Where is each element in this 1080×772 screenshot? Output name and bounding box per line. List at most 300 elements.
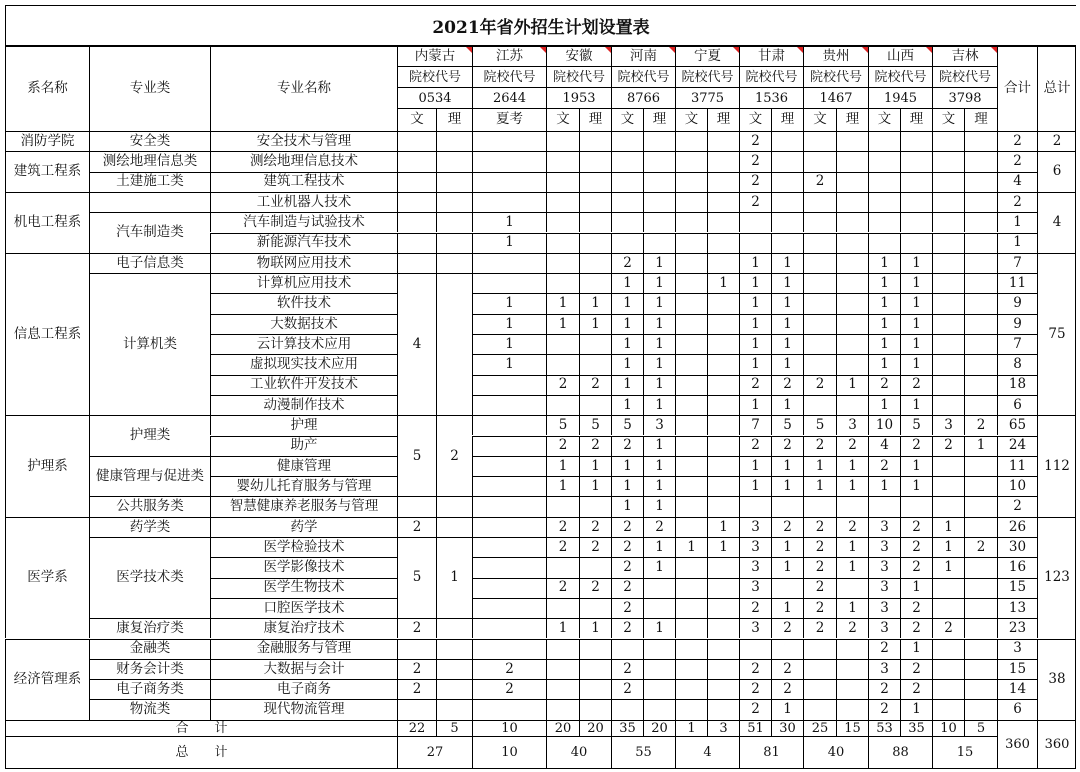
quota-cell [932,659,964,679]
quota-cell: 3 [739,618,771,638]
quota-cell [964,476,997,496]
school-code-label: 院校代号 [675,66,739,87]
column-total: 30 [771,720,803,736]
quota-cell [546,354,579,374]
major-name: 医学影像技术 [210,557,397,577]
quota-cell: 1 [900,395,932,415]
quota-cell: 2 [472,659,546,679]
quota-cell: 2 [546,517,579,537]
quota-cell: 3 [643,415,675,435]
quota-cell: 1 [803,456,836,476]
quota-cell: 1 [739,395,771,415]
quota-cell: 1 [643,436,675,456]
quota-cell [836,679,868,699]
quota-cell [868,192,900,212]
quota-cell [739,639,771,659]
quota-cell: 2 [739,659,771,679]
quota-cell: 1 [472,354,546,374]
quota-cell [771,578,803,598]
quota-cell: 1 [739,334,771,354]
row-subtotal: 6 [997,699,1037,719]
quota-cell: 2 [579,537,611,557]
stream-label: 理 [707,108,739,131]
quota-cell [579,212,611,232]
quota-cell [836,131,868,151]
quota-cell [579,659,611,679]
quota-cell: 2 [868,375,900,395]
major-name: 现代物流管理 [210,699,397,719]
province-total: 81 [739,736,803,769]
school-code: 8766 [611,87,675,108]
quota-cell: 1 [771,395,803,415]
quota-cell: 2 [546,375,579,395]
quota-cell [707,395,739,415]
category-name: 护理类 [89,415,210,456]
major-name: 大数据技术 [210,314,397,334]
quota-cell [964,557,997,577]
quota-cell [675,253,707,273]
quota-cell [546,233,579,253]
column-total: 10 [932,720,964,736]
quota-cell: 1 [771,557,803,577]
quota-cell: 1 [964,436,997,456]
quota-cell: 2 [900,517,932,537]
department-name: 经济管理系 [5,639,89,720]
quota-cell: 1 [771,537,803,557]
quota-cell: 1 [836,456,868,476]
province-name: 贵州 [803,46,868,66]
quota-cell [579,557,611,577]
header-subtotal: 合计 [997,46,1037,131]
quota-cell: 1 [546,618,579,638]
quota-cell [803,192,836,212]
row-subtotal: 4 [997,172,1037,192]
quota-cell [611,192,643,212]
quota-cell [546,679,579,699]
quota-cell [707,618,739,638]
row-subtotal: 18 [997,375,1037,395]
quota-cell [546,192,579,212]
quota-cell [546,496,579,516]
quota-cell [803,151,836,171]
quota-cell [707,639,739,659]
quota-cell [472,496,546,516]
school-code-label: 院校代号 [611,66,675,87]
quota-cell [546,212,579,232]
quota-cell [579,334,611,354]
quota-cell: 1 [611,496,643,516]
row-subtotal: 13 [997,598,1037,618]
quota-cell: 2 [836,436,868,456]
school-code-label: 院校代号 [868,66,932,87]
row-subtotal: 15 [997,659,1037,679]
quota-cell [964,233,997,253]
row-subtotal: 9 [997,293,1037,313]
quota-cell [546,273,579,293]
quota-cell: 1 [803,476,836,496]
quota-cell: 3 [868,517,900,537]
stream-label: 文 [397,108,436,131]
stream-label: 理 [771,108,803,131]
quota-cell [675,578,707,598]
row-subtotal: 3 [997,639,1037,659]
quota-cell: 1 [900,639,932,659]
quota-cell: 5 [900,415,932,435]
column-total: 15 [836,720,868,736]
row-subtotal: 2 [997,496,1037,516]
quota-cell: 1 [611,456,643,476]
quota-cell [472,598,546,618]
major-name: 动漫制作技术 [210,395,397,415]
quota-cell [579,639,611,659]
department-name: 医学系 [5,517,89,639]
quota-cell: 3 [932,415,964,435]
quota-cell [964,151,997,171]
quota-cell: 2 [579,436,611,456]
quota-cell: 1 [707,517,739,537]
quota-cell [397,496,436,516]
row-subtotal: 30 [997,537,1037,557]
quota-cell: 2 [771,679,803,699]
quota-cell [803,679,836,699]
province-total: 15 [932,736,997,769]
quota-cell [675,212,707,232]
major-name: 工业机器人技术 [210,192,397,212]
quota-cell: 2 [397,679,436,699]
quota-cell: 1 [472,293,546,313]
stream-label: 文 [868,108,900,131]
quota-cell: 1 [546,476,579,496]
quota-cell [932,639,964,659]
quota-cell [803,212,836,232]
province-total: 27 [397,736,472,769]
row-subtotal: 26 [997,517,1037,537]
quota-cell [472,172,546,192]
quota-cell [436,679,472,699]
quota-cell [932,151,964,171]
quota-cell [964,395,997,415]
quota-cell: 1 [836,537,868,557]
quota-cell [643,578,675,598]
quota-cell [836,192,868,212]
quota-cell: 10 [868,415,900,435]
quota-cell [643,172,675,192]
quota-cell: 2 [900,537,932,557]
quota-cell [900,151,932,171]
quota-cell [964,131,997,151]
quota-cell: 2 [611,618,643,638]
department-name: 建筑工程系 [5,151,89,192]
quota-cell: 1 [900,476,932,496]
department-total: 75 [1037,253,1076,415]
quota-cell: 2 [611,537,643,557]
quota-cell [546,334,579,354]
quota-cell [611,131,643,151]
category-name: 财务会计类 [89,659,210,679]
category-name: 康复治疗类 [89,618,210,638]
category-name: 电子信息类 [89,253,210,273]
major-name: 婴幼儿托育服务与管理 [210,476,397,496]
quota-cell [803,334,836,354]
quota-cell [436,233,472,253]
quota-cell: 2 [739,598,771,618]
quota-cell [397,233,436,253]
quota-cell: 1 [932,537,964,557]
quota-cell [472,395,546,415]
quota-cell: 4 [868,436,900,456]
quota-cell [707,659,739,679]
quota-cell [643,639,675,659]
quota-cell: 1 [707,537,739,557]
quota-cell: 1 [771,293,803,313]
quota-cell [472,578,546,598]
major-name: 助产 [210,436,397,456]
quota-cell [836,334,868,354]
major-name: 药学 [210,517,397,537]
quota-cell [579,496,611,516]
quota-cell [964,293,997,313]
row-subtotal: 9 [997,314,1037,334]
quota-cell [546,639,579,659]
quota-cell [868,131,900,151]
quota-cell [964,639,997,659]
quota-cell [675,557,707,577]
quota-cell [868,172,900,192]
category-name: 汽车制造类 [89,212,210,253]
quota-cell [472,273,546,293]
quota-cell: 1 [675,537,707,557]
quota-cell: 2 [739,375,771,395]
stream-label: 理 [900,108,932,131]
quota-cell: 1 [611,334,643,354]
category-name: 医学技术类 [89,537,210,618]
quota-cell: 1 [472,233,546,253]
quota-cell [964,618,997,638]
quota-cell [397,253,436,273]
row-subtotal: 14 [997,679,1037,699]
quota-cell: 2 [932,618,964,638]
quota-cell [932,679,964,699]
quota-cell: 2 [964,415,997,435]
department-total: 123 [1037,517,1076,639]
quota-cell [803,273,836,293]
quota-cell: 1 [579,314,611,334]
quota-cell [472,699,546,719]
column-total: 5 [964,720,997,736]
province-name: 内蒙古 [397,46,472,66]
major-name: 软件技术 [210,293,397,313]
quota-cell [675,639,707,659]
quota-cell: 2 [771,659,803,679]
quota-cell [546,598,579,618]
quota-cell: 2 [803,436,836,456]
quota-cell [643,233,675,253]
quota-cell: 1 [643,314,675,334]
quota-cell: 2 [868,639,900,659]
quota-cell [932,273,964,293]
column-total: 20 [643,720,675,736]
row-subtotal: 1 [997,233,1037,253]
province-name: 安徽 [546,46,611,66]
quota-cell [739,496,771,516]
quota-cell: 2 [611,578,643,598]
quota-cell [436,172,472,192]
major-name: 虚拟现实技术应用 [210,354,397,374]
school-code-label: 院校代号 [739,66,803,87]
quota-cell [675,233,707,253]
quota-cell [546,699,579,719]
quota-cell [771,639,803,659]
quota-cell: 2 [579,578,611,598]
quota-cell [472,415,546,435]
quota-cell: 1 [771,273,803,293]
quota-cell [436,699,472,719]
quota-cell [803,253,836,273]
department-name: 信息工程系 [5,253,89,415]
province-total: 40 [803,736,868,769]
major-name: 健康管理 [210,456,397,476]
quota-cell: 2 [397,618,436,638]
department-total: 38 [1037,639,1076,720]
quota-cell: 1 [739,314,771,334]
quota-cell [472,517,546,537]
quota-cell: 3 [868,557,900,577]
quota-cell: 2 [803,618,836,638]
quota-cell [964,354,997,374]
quota-cell: 5 [771,415,803,435]
school-code: 3798 [932,87,997,108]
quota-cell [964,496,997,516]
quota-cell: 1 [579,476,611,496]
sheet-title: 2021年省外招生计划设置表 [5,5,1076,46]
province-name: 甘肃 [739,46,803,66]
quota-cell [836,273,868,293]
quota-cell: 1 [579,293,611,313]
quota-cell [611,699,643,719]
quota-cell [643,131,675,151]
quota-cell [707,334,739,354]
quota-cell: 2 [643,517,675,537]
quota-cell: 2 [611,436,643,456]
quota-cell: 1 [611,375,643,395]
quota-cell [675,659,707,679]
quota-cell: 1 [739,456,771,476]
stream-label: 文 [932,108,964,131]
quota-cell: 1 [771,456,803,476]
quota-cell [900,131,932,151]
quota-cell [675,598,707,618]
quota-cell: 1 [739,354,771,374]
quota-cell: 3 [868,659,900,679]
quota-cell [472,456,546,476]
quota-cell [932,172,964,192]
quota-cell [472,639,546,659]
quota-cell [707,557,739,577]
quota-cell: 2 [739,192,771,212]
major-name: 计算机应用技术 [210,273,397,293]
major-name: 大数据与会计 [210,659,397,679]
quota-cell: 1 [643,375,675,395]
quota-cell [675,395,707,415]
quota-cell [932,395,964,415]
quota-cell [643,659,675,679]
quota-cell [964,659,997,679]
quota-cell [964,172,997,192]
quota-cell [836,293,868,313]
quota-cell [836,699,868,719]
quota-cell: 1 [643,253,675,273]
department-total: 112 [1037,415,1076,517]
quota-cell [436,253,472,273]
quota-cell: 1 [900,253,932,273]
quota-cell [611,233,643,253]
quota-cell: 1 [771,354,803,374]
major-name: 医学生物技术 [210,578,397,598]
row-subtotal: 2 [997,192,1037,212]
enrollment-plan-sheet [5,5,1076,769]
quota-cell [932,375,964,395]
quota-cell [836,496,868,516]
department-name: 护理系 [5,415,89,517]
major-name: 口腔医学技术 [210,598,397,618]
province-total: 55 [611,736,675,769]
major-name: 护理 [210,415,397,435]
quota-cell [436,151,472,171]
quota-cell [675,517,707,537]
quota-cell: 2 [803,172,836,192]
quota-cell [675,354,707,374]
quota-cell: 2 [836,618,868,638]
quota-cell [546,151,579,171]
category-name: 安全类 [89,131,210,151]
school-code: 1945 [868,87,932,108]
quota-cell: 1 [611,354,643,374]
province-total: 10 [472,736,546,769]
province-name: 宁夏 [675,46,739,66]
quota-cell [739,233,771,253]
quota-cell: 2 [611,679,643,699]
quota-cell: 1 [739,293,771,313]
quota-cell: 3 [868,578,900,598]
department-total: 4 [1037,192,1076,253]
quota-cell: 2 [579,375,611,395]
quota-cell [932,456,964,476]
quota-cell [836,578,868,598]
row-subtotal: 11 [997,273,1037,293]
quota-cell [472,253,546,273]
column-total: 35 [611,720,643,736]
quota-cell [964,456,997,476]
quota-cell [932,192,964,212]
row-subtotal: 2 [997,131,1037,151]
quota-cell: 3 [739,578,771,598]
quota-cell [675,476,707,496]
quota-cell [707,699,739,719]
quota-cell [472,557,546,577]
stream-label: 文 [739,108,771,131]
department-total: 6 [1037,151,1076,192]
quota-cell: 1 [707,273,739,293]
quota-cell [579,192,611,212]
merged-value-cell: 5 [397,415,436,496]
quota-cell: 1 [643,334,675,354]
quota-cell [546,253,579,273]
quota-cell: 1 [546,293,579,313]
row-subtotal: 11 [997,456,1037,476]
quota-cell [579,273,611,293]
column-total: 5 [436,720,472,736]
quota-cell: 1 [579,618,611,638]
